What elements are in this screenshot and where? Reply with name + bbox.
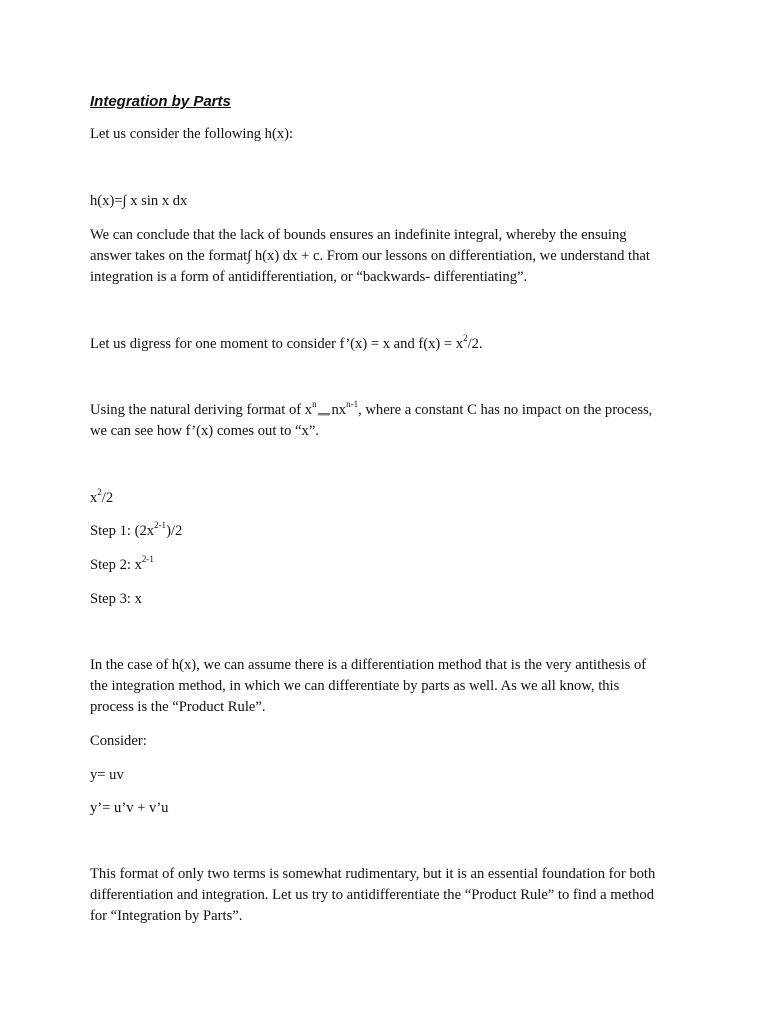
paragraph-foundation-line-3: for “Integration by Parts”. bbox=[90, 908, 243, 924]
deriving-text-pre: Using the natural deriving format of x bbox=[90, 402, 313, 418]
paragraph-foundation-line-1: This format of only two terms is somewhat rudimentary, but it is an essential foundation for both bbox=[90, 866, 656, 882]
digress-text-pre: Let us digress for one moment to consider f’(x) = x and f(x) = x bbox=[90, 336, 464, 352]
paragraph-product-rule-line-2: the integration method, in which we can differentiate by parts as well. As we all know, this bbox=[90, 678, 620, 694]
page-title: Integration by Parts bbox=[90, 93, 231, 110]
paragraph-indefinite-line-1: We can conclude that the lack of bounds ensures an indefinite integral, whereby the ensuing bbox=[90, 227, 627, 243]
equation-y: y= uv bbox=[90, 767, 124, 783]
deriving-format-line-2: we can see how f’(x) comes out to “x”. bbox=[90, 423, 319, 439]
expression-x-squared-over-2 bbox=[90, 488, 113, 509]
step-3-pre: Step 3: x bbox=[90, 591, 142, 607]
step-2-pre: Step 2: x bbox=[90, 557, 142, 573]
paragraph-foundation-line-2: differentiation and integration. Let us try to antidifferentiate the “Product Rule” to find a method bbox=[90, 887, 654, 903]
deriving-text-mid: nx bbox=[331, 402, 347, 418]
digress-text bbox=[90, 334, 483, 355]
digress-exponent: 2 bbox=[463, 333, 468, 344]
paragraph-indefinite-line-2: answer takes on the format∫ h(x) dx + c. From our lessons on differentiation, we understand that bbox=[90, 248, 650, 264]
paragraph-product-rule-line-3: process is the “Product Rule”. bbox=[90, 699, 266, 715]
expression-exponent: 2 bbox=[97, 487, 102, 498]
equation-y-prime: y’= u’v + v’u bbox=[90, 800, 169, 816]
step-1-post: )/2 bbox=[166, 523, 183, 539]
step-1 bbox=[90, 521, 182, 542]
exponent-n: n bbox=[312, 399, 317, 410]
step-1-pre: Step 1: (2x bbox=[90, 523, 155, 539]
paragraph-indefinite-line-3: integration is a form of antidifferentiation, or “backwards- differentiating”. bbox=[90, 269, 528, 285]
step-2-exponent: 2-1 bbox=[141, 554, 154, 565]
paragraph-product-rule-line-1: In the case of h(x), we can assume there is a differentiation method that is the very antithesis of bbox=[90, 657, 647, 673]
step-3 bbox=[90, 589, 142, 610]
expression-base: x bbox=[90, 490, 98, 506]
deriving-text-post: , where a constant C has no impact on the process, bbox=[358, 402, 653, 418]
step-1-exponent: 2-1 bbox=[154, 520, 167, 531]
step-2 bbox=[90, 555, 154, 576]
equation-h: h(x)=∫ x sin x dx bbox=[90, 193, 188, 209]
consider-label: Consider: bbox=[90, 733, 147, 749]
exponent-n-minus-1: n-1 bbox=[346, 399, 359, 410]
intro-text: Let us consider the following h(x): bbox=[90, 126, 294, 142]
digress-text-post: /2. bbox=[467, 336, 483, 352]
expression-post: /2 bbox=[101, 490, 114, 506]
implies-arrow-icon: ⟹ bbox=[317, 409, 331, 419]
